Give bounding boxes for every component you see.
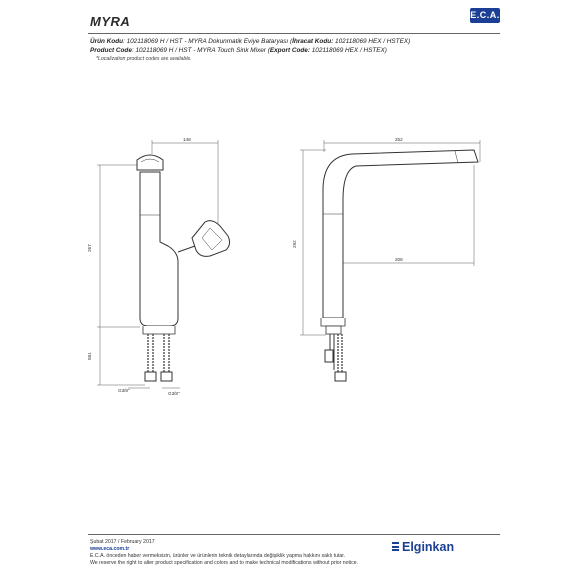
footer-divider [88, 534, 500, 535]
front-width-label: 148 [183, 137, 191, 142]
front-connector-right [161, 372, 172, 381]
front-base-height-label: 581 [87, 352, 92, 360]
side-base-plate [321, 318, 345, 326]
footer-website-link[interactable]: www.eca.com.tr [90, 546, 130, 552]
front-thread-left-label: G3/8" [118, 388, 130, 393]
export-code-tr-value: 102118069 HEX / HSTEX) [333, 38, 411, 45]
side-view [292, 137, 480, 381]
front-hose-right [164, 334, 169, 372]
side-faucet-body [323, 150, 478, 318]
product-code-en-value: : 102118069 H / HST - MYRA Touch Sink Mixer ( [131, 47, 270, 54]
side-connector [335, 372, 346, 381]
elginkan-mark-icon [392, 541, 399, 552]
localization-note: *Localization product codes are available. [96, 56, 192, 62]
brand-name: Elginkan [402, 540, 455, 554]
export-code-en-label: Export Code: [269, 47, 310, 54]
elginkan-logo [392, 540, 454, 554]
front-spray-head [192, 221, 230, 257]
product-code-tr-label: Ürün Kodu [90, 38, 124, 45]
export-code-en-value: 102118069 HEX / HSTEX) [309, 47, 387, 54]
front-view [87, 137, 230, 396]
side-hose [338, 334, 342, 372]
front-base-plate [143, 326, 175, 334]
front-faucet-body [140, 172, 178, 326]
front-height-label: 267 [87, 244, 92, 252]
side-valve [325, 350, 333, 362]
front-connector-left [145, 372, 156, 381]
export-code-tr-label: İhracat Kodu: [292, 38, 334, 45]
side-width-label: 252 [395, 137, 403, 142]
front-spout-neck [178, 246, 195, 252]
front-handle-top [137, 155, 163, 170]
footer-disclaimer-tr: E.C.A. önceden haber vermeksizin, ürünler ve ürünlerin teknik detaylarında değişiklik yapma hakkını saklı tutar. [90, 553, 346, 559]
side-reach-label: 208 [395, 257, 403, 262]
product-code-en-label: Product Code [90, 47, 132, 54]
front-thread-right-label: G3/8" [168, 391, 180, 396]
front-hose-left [148, 334, 153, 372]
eca-logo: E.C.A. [470, 8, 500, 23]
product-code-tr-value: : 102118069 H / HST - MYRA Dokunmatik Eviye Bataryası ( [123, 38, 293, 45]
footer-date: Şubat 2017 / February 2017 [90, 539, 155, 545]
side-base-nut [326, 326, 341, 334]
page-title: MYRA [90, 14, 131, 29]
footer-disclaimer-en: We reserve the right to alter product specification and colors and to make technical modifications without prior notice. [90, 560, 359, 566]
side-height-label: 292 [292, 240, 297, 248]
